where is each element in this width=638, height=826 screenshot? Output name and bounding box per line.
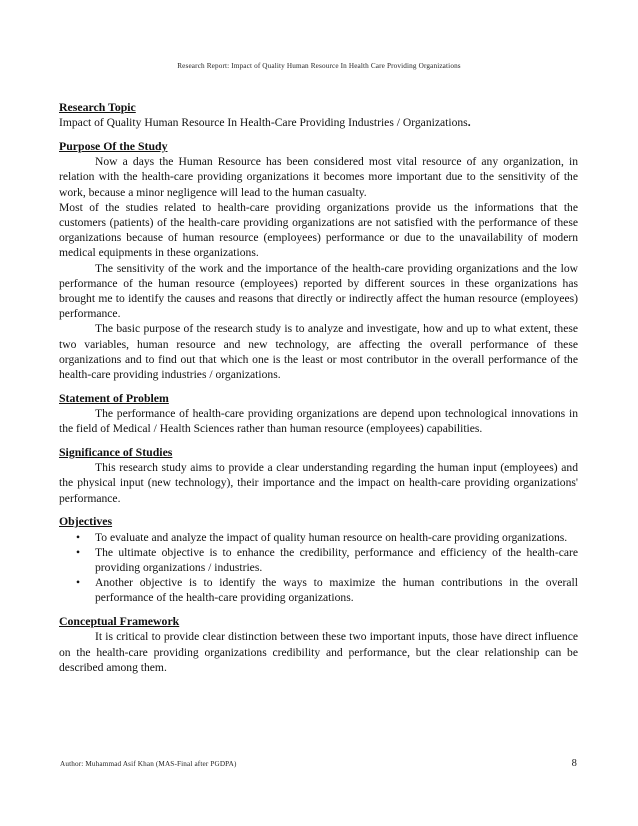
- section-purpose: [59, 139, 578, 382]
- objective-text: To evaluate and analyze the impact of quality human resource on health-care providing organizations.: [95, 530, 568, 544]
- research-topic-period: .: [467, 116, 471, 130]
- significance-paragraph: This research study aims to provide a clear understanding regarding the human input (employees) and the physical input (new technology), their importance and the impact on health-care providing organizations' performance.: [59, 461, 578, 505]
- objective-text: The ultimate objective is to enhance the credibility, performance and efficiency of the health-care providing organizations / industries.: [95, 545, 578, 575]
- framework-paragraph: It is critical to provide clear distinction between these two important inputs, those have direct influence on the health-care providing organizations credibility and performance, but the clear relationship can be described among them.: [59, 630, 578, 674]
- page-number: 8: [571, 758, 577, 769]
- purpose-paragraph-1: Now a days the Human Resource has been considered most vital resource of any organization, in relation with the health-care providing organizations it becomes more important due to the sensitivity of the work, because a minor negligence will lead to the human casualty.: [59, 155, 578, 199]
- section-research-topic: [59, 100, 578, 130]
- list-item: [59, 530, 578, 545]
- heading-significance: Significance of Studies: [59, 445, 173, 460]
- objective-text: Another objective is to identify the ways to maximize the human contributions in the overall performance of the health-care providing organizations.: [95, 576, 578, 605]
- objectives-list: [59, 530, 578, 606]
- document-body: [59, 100, 578, 684]
- research-topic-text: [59, 115, 578, 130]
- bullet-icon: •: [76, 545, 81, 559]
- purpose-paragraph-2: Most of the studies related to health-care providing organizations provide us the informations that the customers (patients) of the health-care providing organizations are not satisfied with the performance of these organizations because of human resource (employees) performance or due to the unavailability of modern medical equipments in these organizations.: [59, 200, 578, 260]
- purpose-paragraph-4: The basic purpose of the research study is to analyze and investigate, how and up to what extent, these two variables, human resource and new technology, are affecting the overall performance of these organizations and to find out that which one is the least or most contributor in the overall performance of the health-care providing industries / organizations.: [59, 322, 578, 382]
- heading-framework: Conceptual Framework: [59, 614, 180, 629]
- running-header: Research Report: Impact of Quality Human Resource In Health Care Providing Organizations: [177, 62, 461, 70]
- research-topic-title: Impact of Quality Human Resource In Health-Care Providing Industries / Organizations: [59, 116, 468, 130]
- heading-research-topic: Research Topic: [59, 100, 136, 114]
- heading-objectives: Objectives: [59, 514, 113, 529]
- author-line: Author: Muhammad Asif Khan (MAS-Final after PGDPA): [60, 760, 237, 768]
- heading-purpose: Purpose Of the Study: [59, 139, 168, 153]
- problem-paragraph: The performance of health-care providing organizations are depend upon technological innovations in the field of Medical / Health Sciences rather than human resource (employees) capabilities.: [59, 407, 578, 436]
- list-item: [59, 545, 578, 575]
- section-framework: [59, 614, 578, 675]
- page-footer: [60, 760, 577, 768]
- section-problem: [59, 391, 578, 437]
- section-significance: [59, 445, 578, 506]
- heading-problem: Statement of Problem: [59, 390, 169, 405]
- list-item: [59, 575, 578, 605]
- bullet-icon: •: [76, 530, 81, 544]
- bullet-icon: •: [76, 576, 81, 590]
- section-objectives: [59, 514, 578, 605]
- purpose-paragraph-3: The sensitivity of the work and the importance of the health-care providing organizations and the low performance of the human resource (employees) reported by different sources in these organizations has brought me to identify the causes and reasons that directly or indirectly affect the human resource (employees) performance.: [59, 261, 578, 321]
